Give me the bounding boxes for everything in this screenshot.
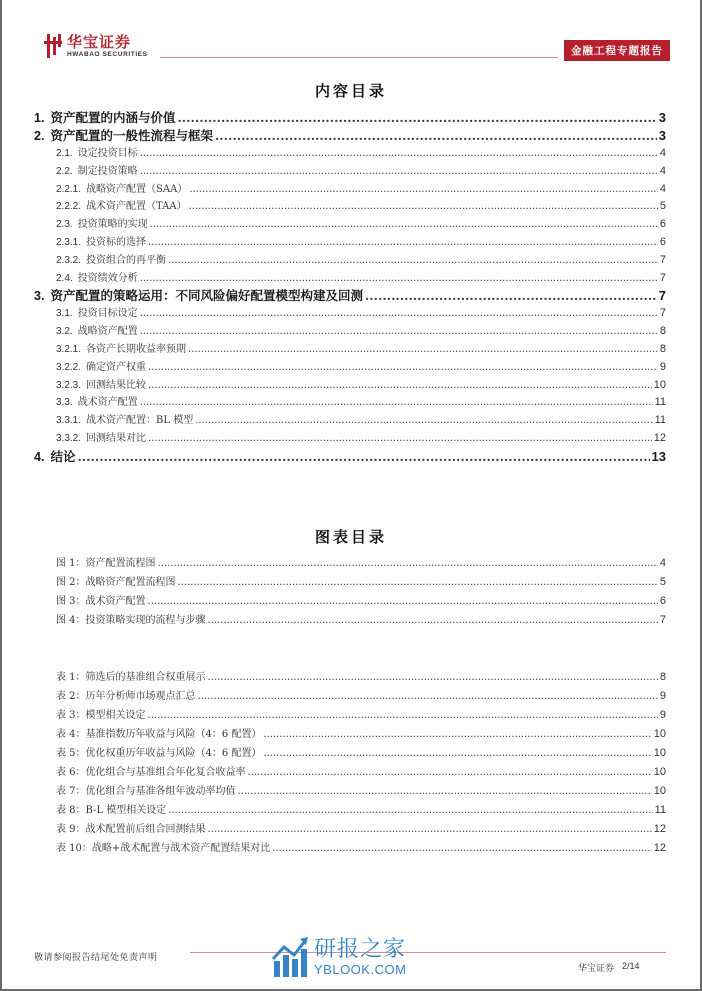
toc-entry-number: 2.3.1. — [56, 236, 82, 248]
dot-leader — [208, 672, 658, 683]
toc-entry-text: 确定资产权重 — [86, 361, 147, 373]
table-of-contents — [34, 108, 666, 465]
dot-leader — [150, 219, 658, 230]
header-divider — [160, 57, 558, 58]
dot-leader — [148, 362, 658, 373]
dot-leader — [177, 110, 656, 125]
toc-entry-text: 战术资产配置 — [77, 397, 138, 409]
footer-info — [578, 961, 640, 974]
toc-entry-page: 4 — [659, 164, 666, 177]
toc-entry-text: 结论 — [50, 448, 76, 464]
dot-leader — [148, 433, 652, 444]
toc-entry[interactable] — [56, 180, 666, 198]
dot-leader — [365, 288, 657, 303]
toc-entry-label — [56, 340, 186, 355]
toc-entry-number: 3.3.1. — [56, 415, 82, 427]
table-entry-label: 表 6：优化组合与基准组合年化复合收益率 — [56, 767, 246, 778]
toc-entry-text: 战术资产配置（TAA） — [86, 201, 187, 213]
toc-entry-label — [34, 447, 75, 465]
toc-entry[interactable] — [34, 108, 666, 126]
toc-entry-text: 战术资产配置：BL 模型 — [86, 415, 194, 427]
dot-leader — [140, 273, 658, 284]
toc-entry-text: 战略资产配置（SAA） — [86, 183, 188, 195]
toc-entry[interactable] — [56, 215, 666, 233]
toc-entry[interactable] — [56, 251, 666, 269]
toc-entry-number: 2.1. — [56, 148, 73, 159]
table-entry-page: 9 — [659, 690, 666, 702]
dot-leader — [77, 449, 649, 464]
toc-entry-text: 战略资产配置 — [77, 326, 138, 338]
table-entry-label: 表 1：筛选后的基准组合权重展示 — [56, 672, 206, 683]
page-number: 2/14 — [622, 961, 640, 971]
toc-entry-page: 8 — [659, 342, 666, 355]
watermark-cn: 研报之家 — [314, 937, 407, 962]
watermark-en: YBLOOK.COM — [314, 962, 407, 977]
toc-entry-page: 4 — [659, 147, 666, 159]
toc-entry-number: 3.2.1. — [56, 343, 82, 355]
toc-entry-number: 3.3. — [56, 397, 73, 409]
toc-entry-page: 13 — [651, 448, 666, 464]
table-entry[interactable] — [56, 706, 666, 725]
toc-entry-label — [56, 269, 138, 284]
toc-entry-label — [56, 358, 146, 373]
toc-title: 内容目录 — [314, 82, 387, 100]
table-entry-page: 9 — [659, 709, 666, 721]
toc-entry[interactable] — [56, 304, 666, 322]
chart-growth-icon — [272, 937, 308, 977]
toc-entry[interactable] — [56, 376, 666, 394]
table-list — [56, 668, 666, 858]
toc-entry[interactable] — [34, 447, 666, 465]
table-entry-label: 表 3：模型相关设定 — [56, 710, 146, 721]
toc-entry-number: 2.3. — [56, 219, 73, 231]
dot-leader — [189, 201, 658, 212]
toc-entry-page: 11 — [654, 396, 666, 409]
table-entry-label: 表 7：优化组合与基准各组年波动率均值 — [56, 786, 236, 797]
toc-entry-text: 资产配置的策略运用：不同风险偏好配置模型构建及回测 — [50, 288, 363, 304]
toc-entry-label — [56, 251, 166, 266]
toc-entry-text: 设定投资目标 — [77, 148, 138, 159]
table-entry[interactable] — [56, 820, 666, 839]
toc-entry[interactable] — [56, 411, 666, 429]
chart-entry-page: 7 — [659, 614, 666, 626]
toc-entry-page: 9 — [659, 360, 666, 373]
table-entry[interactable] — [56, 801, 666, 820]
toc-entry-label — [56, 411, 193, 426]
toc-entry-page: 7 — [659, 307, 666, 320]
toc-entry-number: 1. — [34, 111, 45, 125]
toc-entry-label — [34, 126, 213, 144]
toc-entry[interactable] — [34, 286, 666, 304]
toc-entry-number: 2.4. — [56, 272, 73, 284]
toc-entry-number: 3. — [34, 289, 45, 304]
toc-entry[interactable] — [56, 393, 666, 411]
dot-leader — [148, 380, 652, 391]
dot-leader — [140, 308, 658, 319]
toc-entry-text: 各资产长期收益率预期 — [86, 343, 187, 355]
chart-entry-label: 图 2：战略资产配置流程图 — [56, 577, 176, 588]
table-entry-page: 8 — [659, 671, 666, 683]
toc-entry-label — [56, 429, 146, 444]
dot-leader — [263, 748, 651, 759]
chart-entry[interactable] — [56, 611, 666, 630]
dot-leader — [263, 729, 651, 740]
table-entry-page: 11 — [654, 804, 666, 816]
toc-entry-page: 4 — [659, 182, 666, 195]
toc-entry-label — [34, 286, 363, 304]
toc-entry[interactable] — [34, 126, 666, 144]
toc-entry[interactable] — [56, 144, 666, 162]
toc-entry[interactable] — [56, 429, 666, 447]
table-entry[interactable] — [56, 782, 666, 801]
toc-entry-label — [56, 144, 138, 159]
chart-entry[interactable] — [56, 554, 666, 573]
chart-entry-page: 5 — [659, 576, 666, 588]
table-entry-page: 10 — [653, 766, 666, 778]
toc-entry-page: 3 — [658, 128, 666, 143]
toc-entry-number: 3.2. — [56, 326, 73, 338]
toc-entry-page: 6 — [659, 218, 666, 231]
table-entry[interactable] — [56, 687, 666, 706]
chart-entry[interactable] — [56, 573, 666, 592]
chart-entry[interactable] — [56, 592, 666, 611]
toc-entry-number: 3.3.2. — [56, 432, 82, 444]
company-logo — [44, 34, 148, 59]
figures-title: 图表目录 — [314, 528, 387, 546]
toc-entry-number: 3.2.3. — [56, 379, 82, 391]
dot-leader — [140, 166, 658, 177]
toc-entry-text: 资产配置的内涵与价值 — [50, 110, 176, 125]
toc-entry-page: 7 — [659, 253, 666, 266]
toc-entry[interactable] — [56, 162, 666, 180]
chart-entry-label: 图 3：战术资产配置 — [56, 596, 146, 607]
chart-entry-page: 6 — [659, 595, 666, 607]
watermark — [272, 937, 406, 977]
chart-entry-label: 图 1：资产配置流程图 — [56, 558, 156, 569]
dot-leader — [248, 767, 652, 778]
dot-leader — [189, 184, 658, 195]
dot-leader — [272, 843, 651, 854]
toc-entry[interactable] — [56, 340, 666, 358]
toc-entry-text: 投资目标设定 — [77, 308, 138, 320]
toc-entry-number: 2. — [34, 129, 45, 143]
dot-leader — [148, 237, 658, 248]
toc-entry-page: 11 — [654, 414, 666, 427]
dot-leader — [178, 577, 658, 588]
toc-entry-text: 投资组合的再平衡 — [86, 254, 167, 266]
toc-entry-page: 7 — [659, 271, 666, 284]
dot-leader — [140, 326, 658, 337]
toc-entry-label — [56, 376, 146, 391]
toc-entry-page: 7 — [658, 288, 666, 304]
toc-entry-number: 2.2.2. — [56, 201, 82, 213]
toc-entry-label — [56, 180, 187, 195]
toc-entry-text: 投资标的选择 — [86, 236, 147, 248]
dot-leader — [140, 148, 658, 159]
toc-entry-label — [56, 215, 148, 230]
toc-entry-label — [56, 304, 138, 319]
chart-list — [56, 554, 666, 630]
toc-entry-number: 4. — [34, 449, 45, 464]
footer-company: 华宝证券 — [578, 964, 615, 974]
toc-entry-label — [34, 108, 175, 126]
table-entry-page: 12 — [653, 842, 666, 854]
report-type-badge: 金融工程专题报告 — [564, 40, 670, 61]
table-entry[interactable] — [56, 668, 666, 687]
toc-entry-page: 5 — [659, 200, 666, 213]
dot-leader — [195, 415, 652, 426]
table-entry[interactable] — [56, 839, 666, 858]
toc-entry-number: 3.2.2. — [56, 361, 82, 373]
toc-entry-text: 资产配置的一般性流程与框架 — [50, 128, 213, 143]
table-entry[interactable] — [56, 744, 666, 763]
toc-entry-number: 2.2.1. — [56, 183, 82, 195]
toc-entry-label — [56, 233, 146, 248]
disclaimer-note: 敬请参阅报告结尾处免责声明 — [34, 953, 158, 963]
table-entry-label: 表 8：B-L 模型相关设定 — [56, 805, 167, 816]
dot-leader — [188, 344, 658, 355]
dot-leader — [208, 615, 658, 626]
dot-leader — [215, 128, 657, 143]
toc-entry-page: 3 — [658, 110, 666, 125]
dot-leader — [208, 824, 652, 835]
toc-entry-text: 投资绩效分析 — [77, 272, 138, 284]
chart-entry-page: 4 — [659, 557, 666, 569]
table-entry-label: 表 2：历年分析师市场观点汇总 — [56, 691, 196, 702]
footer-divider — [190, 952, 666, 953]
table-entry-label: 表 4：基准指数历年收益与风险（4：6 配置） — [56, 729, 262, 740]
toc-entry-text: 回测结果比较 — [86, 379, 147, 391]
dot-leader — [158, 558, 658, 569]
toc-entry-text: 制定投资策略 — [77, 165, 138, 177]
toc-entry-number: 2.2. — [56, 165, 73, 177]
toc-entry[interactable] — [56, 322, 666, 340]
table-entry[interactable] — [56, 725, 666, 744]
logo-brand-en: HWABAO SECURITIES — [67, 51, 148, 58]
toc-entry-text: 回测结果对比 — [86, 432, 147, 444]
toc-entry-number: 3.1. — [56, 308, 73, 320]
table-entry[interactable] — [56, 763, 666, 782]
table-entry-page: 12 — [653, 823, 666, 835]
logo-mark-icon — [44, 34, 62, 58]
toc-entry-page: 12 — [653, 431, 666, 444]
table-entry-page: 10 — [653, 747, 666, 759]
dot-leader — [168, 255, 658, 266]
toc-entry-label — [56, 197, 187, 212]
chart-entry-label: 图 4：投资策略实现的流程与步骤 — [56, 615, 206, 626]
dot-leader — [238, 786, 652, 797]
table-entry-label: 表 9：战术配置前后组合回测结果 — [56, 824, 206, 835]
toc-entry-label — [56, 322, 138, 337]
dot-leader — [140, 397, 653, 408]
dot-leader — [198, 691, 658, 702]
toc-entry-page: 6 — [659, 235, 666, 248]
table-entry-label: 表 5：优化权重历年收益与风险（4：6 配置） — [56, 748, 262, 759]
toc-entry-number: 2.3.2. — [56, 254, 82, 266]
dot-leader — [168, 805, 652, 816]
toc-entry[interactable] — [56, 233, 666, 251]
toc-entry-text: 投资策略的实现 — [77, 219, 148, 231]
table-entry-page: 10 — [653, 785, 666, 797]
toc-entry[interactable] — [56, 197, 666, 215]
toc-entry-label — [56, 393, 138, 408]
toc-entry[interactable] — [56, 269, 666, 287]
logo-brand-cn: 华宝证券 — [67, 33, 132, 51]
toc-entry[interactable] — [56, 358, 666, 376]
dot-leader — [148, 710, 658, 721]
dot-leader — [148, 596, 658, 607]
table-entry-label: 表 10：战略+战术配置与战术资产配置结果对比 — [56, 843, 271, 854]
toc-entry-page: 10 — [653, 378, 666, 391]
table-entry-page: 10 — [653, 728, 666, 740]
toc-entry-page: 8 — [659, 325, 666, 338]
toc-entry-label — [56, 162, 138, 177]
